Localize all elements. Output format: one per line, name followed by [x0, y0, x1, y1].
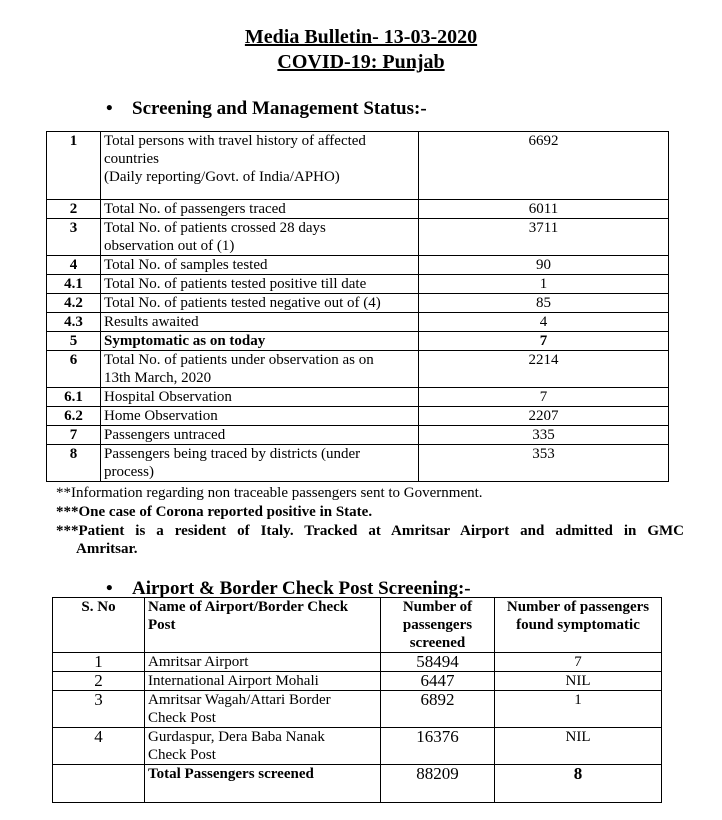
airport-sno: 3 [53, 691, 145, 728]
column-header-sno: S. No [53, 598, 145, 653]
row-description-line: observation out of (1) [104, 238, 235, 254]
row-description-line: (Daily reporting/Govt. of India/APHO) [104, 169, 340, 185]
row-number: 4.1 [47, 275, 101, 294]
status-row [47, 407, 669, 426]
row-number: 6.2 [47, 407, 101, 426]
status-row [47, 275, 669, 294]
bulletin-title: Media Bulletin- 13-03-2020 [244, 26, 478, 48]
row-description-line: 13th March, 2020 [104, 370, 212, 386]
screening-status-table [46, 131, 669, 482]
row-description [101, 294, 419, 313]
total-sno-empty [53, 765, 145, 803]
airport-name-line: Amritsar Wagah/Attari Border [148, 692, 331, 708]
row-value: 2207 [419, 407, 669, 426]
airport-screening-table [52, 597, 662, 803]
row-description-line: Total persons with travel history of affected [104, 133, 366, 149]
airport-total-row [53, 765, 662, 803]
airport-symptomatic: 1 [495, 691, 662, 728]
row-description-line: countries [104, 151, 159, 167]
row-number: 4.3 [47, 313, 101, 332]
status-row [47, 332, 669, 351]
row-description-line: Total No. of patients tested positive till date [104, 276, 367, 292]
note-information: **Information regarding non traceable passengers sent to Government. [56, 485, 483, 501]
row-description [101, 426, 419, 445]
row-number: 4.2 [47, 294, 101, 313]
status-row [47, 132, 669, 200]
row-description [101, 445, 419, 482]
row-description [101, 275, 419, 294]
row-value: 6692 [419, 132, 669, 200]
status-row [47, 388, 669, 407]
row-value: 1 [419, 275, 669, 294]
row-value: 7 [419, 388, 669, 407]
row-number: 5 [47, 332, 101, 351]
airport-symptomatic: 7 [495, 653, 662, 672]
row-description-line: Results awaited [104, 314, 199, 330]
airport-name-line: International Airport Mohali [148, 673, 319, 689]
airport-screened: 6447 [381, 672, 495, 691]
status-row [47, 219, 669, 256]
status-row [47, 445, 669, 482]
airport-sno: 2 [53, 672, 145, 691]
row-number: 6 [47, 351, 101, 388]
note-patient-details: ***Patient is a resident of Italy. Tracked at Amritsar Airport and admitted in GMC [56, 523, 684, 539]
row-description-line: Symptomatic as on today [104, 333, 266, 349]
row-description-line: Hospital Observation [104, 389, 232, 405]
airport-row [53, 691, 662, 728]
row-value: 2214 [419, 351, 669, 388]
row-number: 3 [47, 219, 101, 256]
airport-name-line: Check Post [148, 747, 216, 763]
note-positive-case: ***One case of Corona reported positive in State. [56, 504, 373, 520]
status-row [47, 426, 669, 445]
row-description-line: Passengers being traced by districts (under [104, 446, 361, 462]
row-number: 1 [47, 132, 101, 200]
airport-screened: 58494 [381, 653, 495, 672]
airport-row [53, 653, 662, 672]
row-number: 7 [47, 426, 101, 445]
airport-sno: 1 [53, 653, 145, 672]
column-header-screened: Number of passengers screened [381, 598, 495, 653]
total-symptomatic: 8 [495, 765, 662, 803]
row-number: 6.1 [47, 388, 101, 407]
row-description [101, 132, 419, 200]
airport-name-line: Check Post [148, 710, 216, 726]
section-heading-text: Airport & Border Check Post Screening:- [132, 578, 471, 599]
row-description [101, 200, 419, 219]
row-value: 85 [419, 294, 669, 313]
row-value: 3711 [419, 219, 669, 256]
row-value: 6011 [419, 200, 669, 219]
bullet-icon: • [106, 578, 113, 599]
row-number: 2 [47, 200, 101, 219]
airport-row [53, 728, 662, 765]
status-row [47, 256, 669, 275]
airport-symptomatic: NIL [495, 728, 662, 765]
total-screened: 88209 [381, 765, 495, 803]
airport-sno: 4 [53, 728, 145, 765]
airport-name [145, 728, 381, 765]
row-description-line: Total No. of passengers traced [104, 201, 286, 217]
row-description [101, 407, 419, 426]
bulletin-subtitle: COVID-19: Punjab [277, 51, 445, 73]
row-description-line: Total No. of patients under observation as on [104, 352, 374, 368]
column-header-symptomatic: Number of passengers found symptomatic [495, 598, 662, 653]
status-row [47, 294, 669, 313]
row-value: 335 [419, 426, 669, 445]
airport-screened: 6892 [381, 691, 495, 728]
airport-name [145, 653, 381, 672]
row-description-line: Passengers untraced [104, 427, 226, 443]
row-value: 90 [419, 256, 669, 275]
row-number: 8 [47, 445, 101, 482]
row-description-line: Total No. of patients crossed 28 days [104, 220, 326, 236]
airport-name [145, 672, 381, 691]
airport-name [145, 691, 381, 728]
row-description [101, 388, 419, 407]
airport-table-header-row [53, 598, 662, 653]
section-heading-text: Screening and Management Status:- [132, 98, 427, 119]
row-description-line: process) [104, 464, 154, 480]
row-description [101, 332, 419, 351]
airport-name-line: Amritsar Airport [148, 654, 249, 670]
row-description [101, 313, 419, 332]
airport-name-line: Gurdaspur, Dera Baba Nanak [148, 729, 325, 745]
note-patient-details-cont: Amritsar. [76, 541, 138, 557]
section-heading-screening [106, 98, 427, 120]
status-row [47, 351, 669, 388]
row-value: 7 [419, 332, 669, 351]
status-row [47, 313, 669, 332]
total-label: Total Passengers screened [145, 765, 381, 803]
row-description-line: Total No. of patients tested negative out of (4) [104, 295, 381, 311]
airport-row [53, 672, 662, 691]
row-value: 4 [419, 313, 669, 332]
airport-symptomatic: NIL [495, 672, 662, 691]
row-description [101, 219, 419, 256]
row-description-line: Total No. of samples tested [104, 257, 268, 273]
column-header-name: Name of Airport/Border Check Post [145, 598, 381, 653]
row-value: 353 [419, 445, 669, 482]
row-description [101, 351, 419, 388]
airport-screened: 16376 [381, 728, 495, 765]
row-description-line: Home Observation [104, 408, 218, 424]
bullet-icon: • [106, 98, 113, 119]
row-description [101, 256, 419, 275]
status-row [47, 200, 669, 219]
row-number: 4 [47, 256, 101, 275]
